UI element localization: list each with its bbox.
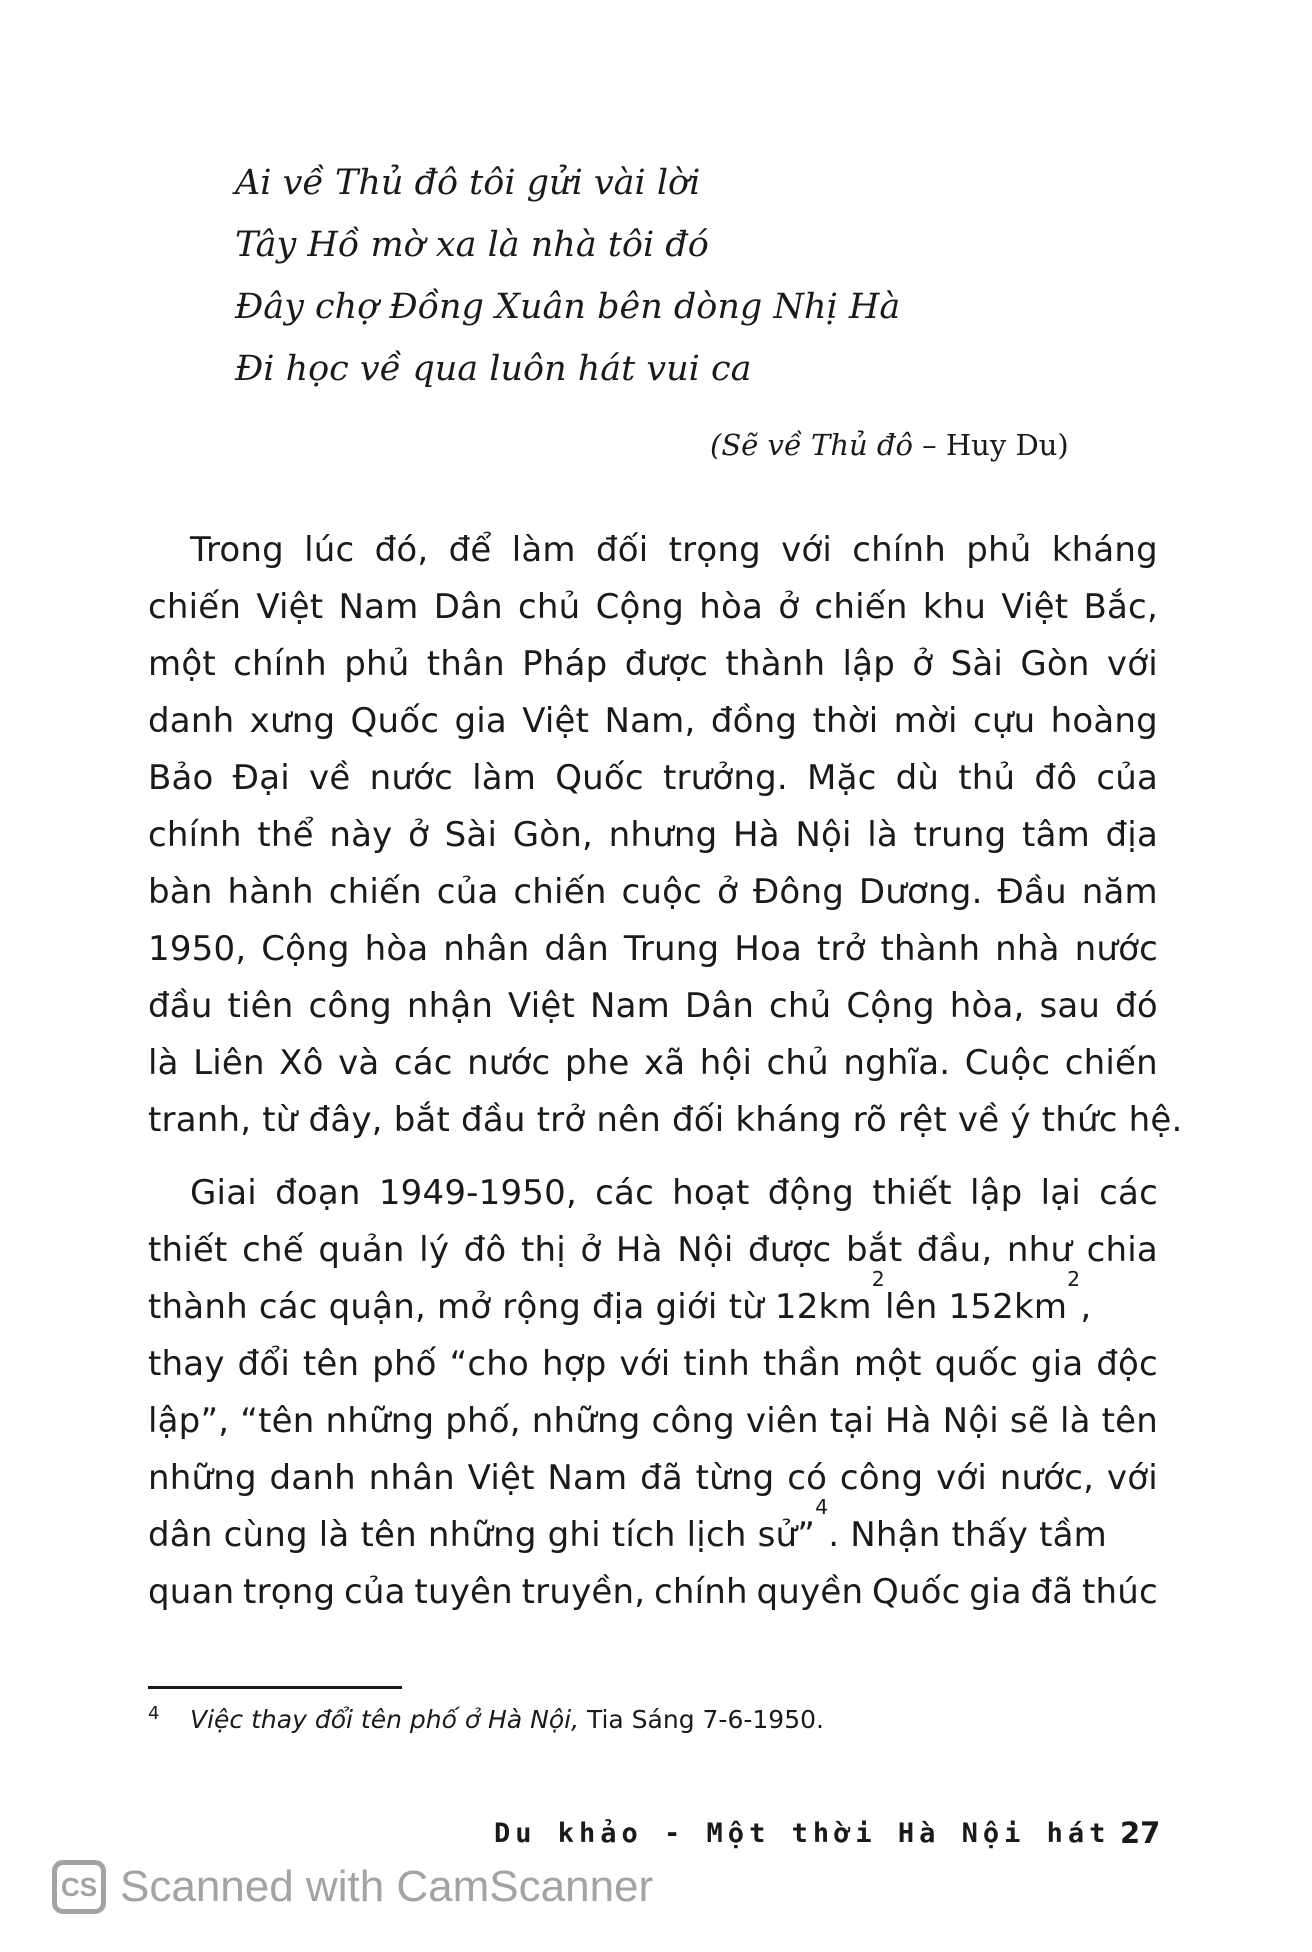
word: Nam xyxy=(338,587,419,627)
word: địa xyxy=(1105,815,1158,855)
text-line: tranh, từ đây, bắt đầu trở nên đối kháng rõ rệt về ý thức hệ. xyxy=(148,1100,1183,1140)
word: về xyxy=(309,758,351,798)
word: đầu, xyxy=(916,1230,993,1270)
word: Liên xyxy=(193,1043,265,1083)
word: nhân xyxy=(443,929,530,969)
word: nhận xyxy=(406,986,494,1026)
word: trung xyxy=(913,815,1007,855)
word: chủ xyxy=(766,1043,829,1083)
word: dù xyxy=(895,758,940,798)
word: cựu xyxy=(972,701,1036,741)
word: chiến xyxy=(513,872,607,912)
word: quốc xyxy=(934,1344,1018,1384)
word: hoàng xyxy=(1050,701,1158,741)
word: những xyxy=(148,1458,257,1498)
poem-line: Đây chợ Đồng Xuân bên dòng Nhị Hà xyxy=(235,287,901,327)
poem-attribution xyxy=(710,425,1170,465)
word: sau xyxy=(1039,986,1101,1026)
word: danh xyxy=(269,1458,356,1498)
footnote: 4 Việc thay đổi tên phố ở Hà Nội, Tia Sáng 7-6-1950. xyxy=(148,1702,824,1734)
word: hòa, xyxy=(949,986,1025,1026)
word: và xyxy=(338,1043,380,1083)
word: chiến xyxy=(328,872,422,912)
word: Việt xyxy=(522,701,590,741)
word: tại xyxy=(829,1401,874,1441)
text-line xyxy=(148,1450,1158,1507)
word: nghĩa. xyxy=(843,1043,951,1083)
word: đối xyxy=(595,530,649,570)
word: ở xyxy=(716,872,738,912)
word: kháng xyxy=(1051,530,1158,570)
text-line xyxy=(148,1495,1158,1564)
word: thị xyxy=(520,1230,566,1270)
word: chia xyxy=(1086,1230,1158,1270)
superscript: 2 xyxy=(1067,1267,1081,1291)
word: làm xyxy=(472,758,537,798)
word: với xyxy=(936,1458,987,1498)
word: Dương. xyxy=(858,872,983,912)
word: của xyxy=(344,1572,406,1612)
text-line xyxy=(148,1035,1158,1092)
word: đoạn xyxy=(275,1173,361,1213)
word: Nội xyxy=(677,1230,734,1270)
word: Gòn, xyxy=(512,815,593,855)
word: hoạt xyxy=(672,1173,750,1213)
word: Hoa xyxy=(734,929,802,969)
word: lại xyxy=(1040,1173,1081,1213)
word: chiến xyxy=(148,587,242,627)
word: đó, xyxy=(374,530,429,570)
word: làm xyxy=(511,530,576,570)
text-fragment: lên 152km xyxy=(884,1287,1068,1327)
word: độc xyxy=(1096,1344,1158,1384)
word: đã xyxy=(640,1458,683,1498)
text-line xyxy=(148,1336,1158,1393)
text-fragment: dân cùng là tên những ghi tích lịch sử” xyxy=(148,1515,816,1555)
word: Trong xyxy=(190,530,284,570)
word: ở xyxy=(580,1230,602,1270)
word: Gòn xyxy=(1020,644,1090,684)
text-line xyxy=(148,864,1158,921)
word: từng xyxy=(695,1458,775,1498)
word: viên xyxy=(745,1401,819,1441)
text-line xyxy=(148,750,1158,807)
word: với xyxy=(1106,1458,1158,1498)
word: lập”, xyxy=(148,1401,230,1441)
word: cuộc xyxy=(621,872,703,912)
poem-line: Đi học về qua luôn hát vui ca xyxy=(235,349,752,389)
paragraph-2 xyxy=(148,1165,1158,1621)
page-number: 27 xyxy=(1120,1816,1161,1850)
word: danh xyxy=(148,701,235,741)
word: gia xyxy=(454,701,507,741)
word: trưởng. xyxy=(662,758,788,798)
word: 1950, xyxy=(148,929,247,969)
word: này xyxy=(329,815,393,855)
footnote-reference: 4 xyxy=(815,1495,829,1519)
word: Cuộc xyxy=(964,1043,1051,1083)
word: “cho xyxy=(449,1344,530,1384)
text-line xyxy=(148,693,1158,750)
word: thời xyxy=(812,701,879,741)
word: bàn xyxy=(148,872,213,912)
word: nhưng xyxy=(608,815,718,855)
text-line xyxy=(148,921,1158,978)
camscanner-logo-icon: CS xyxy=(52,1860,106,1914)
word: thay xyxy=(148,1344,225,1384)
word: Hà xyxy=(884,1401,932,1441)
word: thể xyxy=(257,815,314,855)
word: gia xyxy=(1030,1344,1084,1384)
word: xưng xyxy=(249,701,336,741)
word: khu xyxy=(922,587,987,627)
word: mời xyxy=(893,701,958,741)
word: Bắc, xyxy=(1083,587,1158,627)
word: công xyxy=(651,1401,735,1441)
word: chính xyxy=(148,815,242,855)
word: Hà xyxy=(732,815,780,855)
word: đó xyxy=(1115,986,1158,1026)
word: Sài xyxy=(444,815,498,855)
word: được xyxy=(748,1230,832,1270)
text-line xyxy=(148,579,1158,636)
body-text xyxy=(148,522,1183,1621)
word: Quốc xyxy=(555,758,644,798)
word: lý xyxy=(419,1230,450,1270)
word: sẽ xyxy=(1009,1401,1049,1441)
word: phủ xyxy=(344,644,410,684)
text-line xyxy=(148,522,1158,579)
word: Cộng xyxy=(846,986,935,1026)
word: đầu xyxy=(148,986,213,1026)
word: đồng xyxy=(710,701,798,741)
word: là xyxy=(148,1043,179,1083)
word: phủ xyxy=(966,530,1032,570)
word: chính xyxy=(852,530,947,570)
word: thành xyxy=(725,644,826,684)
running-footer-title: Du khảo - Một thời Hà Nội hát xyxy=(494,1818,1111,1849)
word: thiết xyxy=(148,1230,228,1270)
word: tiên xyxy=(227,986,294,1026)
word: Việt xyxy=(467,1458,535,1498)
text-line xyxy=(148,1393,1158,1450)
word: chính xyxy=(653,1572,748,1612)
text-fragment: thành các quận, mở rộng địa giới từ 12km xyxy=(148,1287,872,1327)
word: trọng xyxy=(243,1572,336,1612)
word: thúc xyxy=(1082,1572,1158,1612)
word: Sài xyxy=(950,644,1004,684)
word: thiết xyxy=(872,1173,952,1213)
word: Đại xyxy=(232,758,290,798)
text-line xyxy=(148,807,1158,864)
poem-stanza xyxy=(235,152,1135,400)
word: nước, xyxy=(999,1458,1095,1498)
word: thủ xyxy=(958,758,1016,798)
word: có xyxy=(787,1458,828,1498)
word: nhân xyxy=(368,1458,455,1498)
word: Dân xyxy=(433,587,503,627)
word: với xyxy=(1106,644,1158,684)
text-line xyxy=(148,1564,1158,1621)
superscript: 2 xyxy=(871,1267,885,1291)
word: Nam xyxy=(547,1458,628,1498)
word: chủ xyxy=(518,587,581,627)
word: Giai xyxy=(190,1173,257,1213)
word: là xyxy=(1059,1401,1091,1441)
word: công xyxy=(308,986,392,1026)
word: Nam, xyxy=(604,701,696,741)
scanner-watermark xyxy=(52,1860,653,1914)
footnote-divider xyxy=(148,1686,402,1689)
word: xã xyxy=(643,1043,686,1083)
attribution-song-title: (Sẽ về Thủ đô xyxy=(710,428,913,462)
word: các xyxy=(595,1173,654,1213)
footnote-source: Tia Sáng 7-6-1950. xyxy=(579,1705,824,1734)
paragraph-1 xyxy=(148,522,1183,1149)
word: lúc xyxy=(304,530,355,570)
text-line xyxy=(148,978,1158,1035)
word: tên xyxy=(302,1344,360,1384)
word: Hà xyxy=(615,1230,663,1270)
watermark-text: Scanned with CamScanner xyxy=(120,1862,654,1911)
word: là xyxy=(867,815,898,855)
word: tên xyxy=(1101,1401,1158,1441)
word: đô xyxy=(463,1230,507,1270)
word: Việt xyxy=(508,986,576,1026)
word: chính xyxy=(233,644,327,684)
word: đô xyxy=(1034,758,1078,798)
word: “tên xyxy=(240,1401,315,1441)
word: Dân xyxy=(684,986,755,1026)
word: ở xyxy=(408,815,430,855)
word: nước xyxy=(467,1043,551,1083)
word: tuyên xyxy=(414,1572,513,1612)
word: Mặc xyxy=(807,758,877,798)
word: thần xyxy=(762,1344,841,1384)
word: Việt xyxy=(256,587,324,627)
word: Việt xyxy=(1001,587,1069,627)
text-line xyxy=(148,636,1158,693)
word: Xô xyxy=(279,1043,324,1083)
word: nước xyxy=(369,758,453,798)
word: tâm xyxy=(1022,815,1090,855)
word: bắt xyxy=(845,1230,903,1270)
word: những xyxy=(531,1401,641,1441)
word: hòa xyxy=(699,587,764,627)
word: phe xyxy=(564,1043,630,1083)
word: Nội xyxy=(942,1401,999,1441)
word: chiến xyxy=(814,587,908,627)
poem-line: Ai về Thủ đô tôi gửi vài lời xyxy=(235,163,701,203)
text-line xyxy=(148,1222,1158,1279)
word: các xyxy=(393,1043,453,1083)
word: các xyxy=(1099,1173,1158,1213)
word: thành xyxy=(880,929,981,969)
word: với xyxy=(781,530,833,570)
word: truyền, xyxy=(521,1572,646,1612)
word: thân xyxy=(426,644,505,684)
word: một xyxy=(853,1344,922,1384)
poem-line: Tây Hồ mờ xa là nhà tôi đó xyxy=(235,225,709,265)
word: một xyxy=(148,644,216,684)
word: như xyxy=(1006,1230,1073,1270)
word: hành xyxy=(227,872,314,912)
word: trở xyxy=(816,929,866,969)
word: gia xyxy=(969,1572,1022,1612)
word: Nam xyxy=(589,986,670,1026)
word: đã xyxy=(1030,1572,1074,1612)
text-fragment: , xyxy=(1080,1287,1092,1327)
word: chế xyxy=(242,1230,304,1270)
word: để xyxy=(448,530,492,570)
word: Nội xyxy=(795,815,852,855)
word: Đầu xyxy=(997,872,1067,912)
word: Cộng xyxy=(595,587,685,627)
word: hòa xyxy=(364,929,429,969)
word: quyền xyxy=(756,1572,864,1612)
word: Đông xyxy=(752,872,844,912)
word: chiến xyxy=(1064,1043,1158,1083)
word: tinh xyxy=(683,1344,750,1384)
word: những xyxy=(325,1401,435,1441)
word: được xyxy=(624,644,709,684)
word: của xyxy=(436,872,499,912)
word: quan xyxy=(148,1572,235,1612)
text-line xyxy=(148,1267,1158,1336)
text-fragment: . Nhận thấy tầm xyxy=(828,1515,1107,1555)
word: hội xyxy=(699,1043,753,1083)
word: đổi xyxy=(237,1344,290,1384)
word: trọng xyxy=(668,530,761,570)
word: động xyxy=(767,1173,855,1213)
word: năm xyxy=(1081,872,1158,912)
word: chủ xyxy=(769,986,832,1026)
word: lập xyxy=(842,644,895,684)
word: Quốc xyxy=(871,1572,961,1612)
word: dân xyxy=(544,929,609,969)
word: 1949-1950, xyxy=(378,1173,577,1213)
word: hợp xyxy=(541,1344,607,1384)
text-line xyxy=(148,1165,1158,1222)
word: quản xyxy=(318,1230,405,1270)
attribution-author: – Huy Du) xyxy=(912,428,1069,462)
word: với xyxy=(619,1344,671,1384)
word: Quốc xyxy=(350,701,440,741)
word: ở xyxy=(778,587,800,627)
word: công xyxy=(839,1458,924,1498)
word: của xyxy=(1096,758,1158,798)
word: nước xyxy=(1074,929,1158,969)
word: Cộng xyxy=(261,929,350,969)
word: lập xyxy=(969,1173,1023,1213)
word: Pháp xyxy=(522,644,608,684)
word: Trung xyxy=(623,929,720,969)
word: nhà xyxy=(995,929,1060,969)
word: phố, xyxy=(445,1401,521,1441)
footnote-title: Việc thay đổi tên phố ở Hà Nội, xyxy=(190,1705,580,1734)
word: phố xyxy=(372,1344,437,1384)
word: Bảo xyxy=(148,758,214,798)
word: ở xyxy=(912,644,934,684)
